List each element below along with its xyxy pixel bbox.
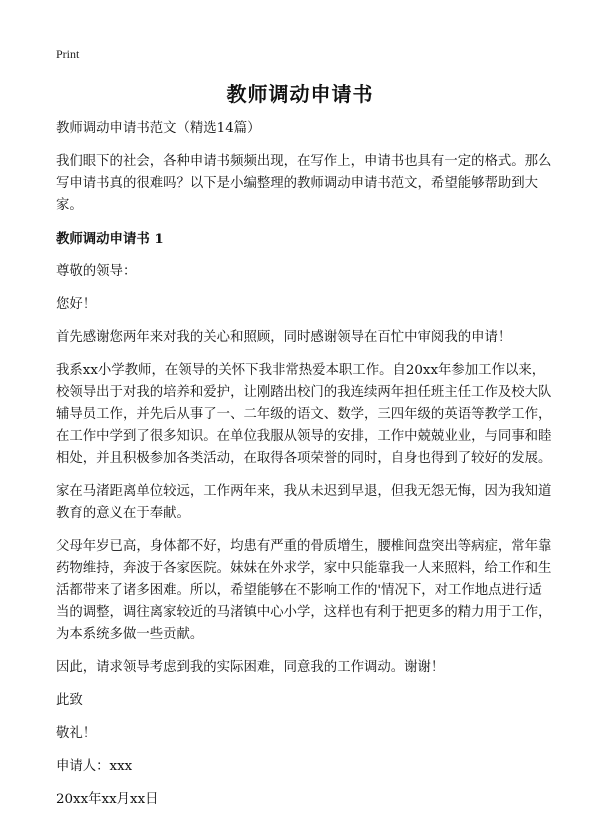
print-link[interactable]: Print [56,47,80,61]
intro-paragraph: 我们眼下的社会，各种申请书频频出现，在写作上，申请书也具有一定的格式。那么写申请书真的很难吗？以下是小编整理的教师调动申请书范文，希望能够帮助到大家。 [56,154,552,213]
salutation: 尊敬的领导： [56,264,137,279]
applicant-line: 申请人：xxx [56,759,133,774]
closing-line-1: 此致 [56,693,83,708]
subtitle: 教师调动申请书范文（精选14篇） [56,121,261,136]
body-paragraph-2: 我系xx小学教师，在领导的关怀下我非常热爱本职工作。自20xx年参加工作以来，校领导出于对我的培养和爱护，让刚踏出校门的我连续两年担任班主任工作及校大队辅导员工作，并先后从事了一、二年级的语文、数学，三四年级的英语等教学工作，在工作中学到了很多知识。在单位我服从领导的安排，工作中兢兢业业，与同事和睦相处，并且积极参加各类活动，在取得各项荣誉的同时，自身也得到了较好的发展。 [56,363,552,466]
document-title: 教师调动申请书 [226,82,374,106]
body-paragraph-4: 父母年岁已高，身体都不好，均患有严重的骨质增生，腰椎间盘突出等病症，常年靠药物维持，奔波于各家医院。妹妹在外求学，家中只能靠我一人来照料，给工作和生活都带来了诸多困难。所以，希望能够在不影响工作的'情况下，对工作地点进行适当的调整，调往离家较近的马渚镇中心小学，这样也有利于把更多的精力用于工作，为本系统多做一些贡献。 [56,539,552,642]
body-paragraph-3: 家在马渚距离单位较远，工作两年来，我从未迟到早退，但我无怨无悔，因为我知道教育的意义在于奉献。 [56,484,552,521]
section-title: 教师调动申请书 1 [56,231,164,247]
date-line: 20xx年xx月xx日 [56,792,159,807]
document-body [56,118,552,822]
greeting: 您好！ [56,297,97,312]
closing-line-2: 敬礼！ [56,726,97,741]
body-paragraph-1: 首先感谢您两年来对我的关心和照顾，同时感谢领导在百忙中审阅我的申请！ [56,330,512,345]
body-paragraph-5: 因此，请求领导考虑到我的实际困难，同意我的工作调动。谢谢！ [56,660,445,675]
